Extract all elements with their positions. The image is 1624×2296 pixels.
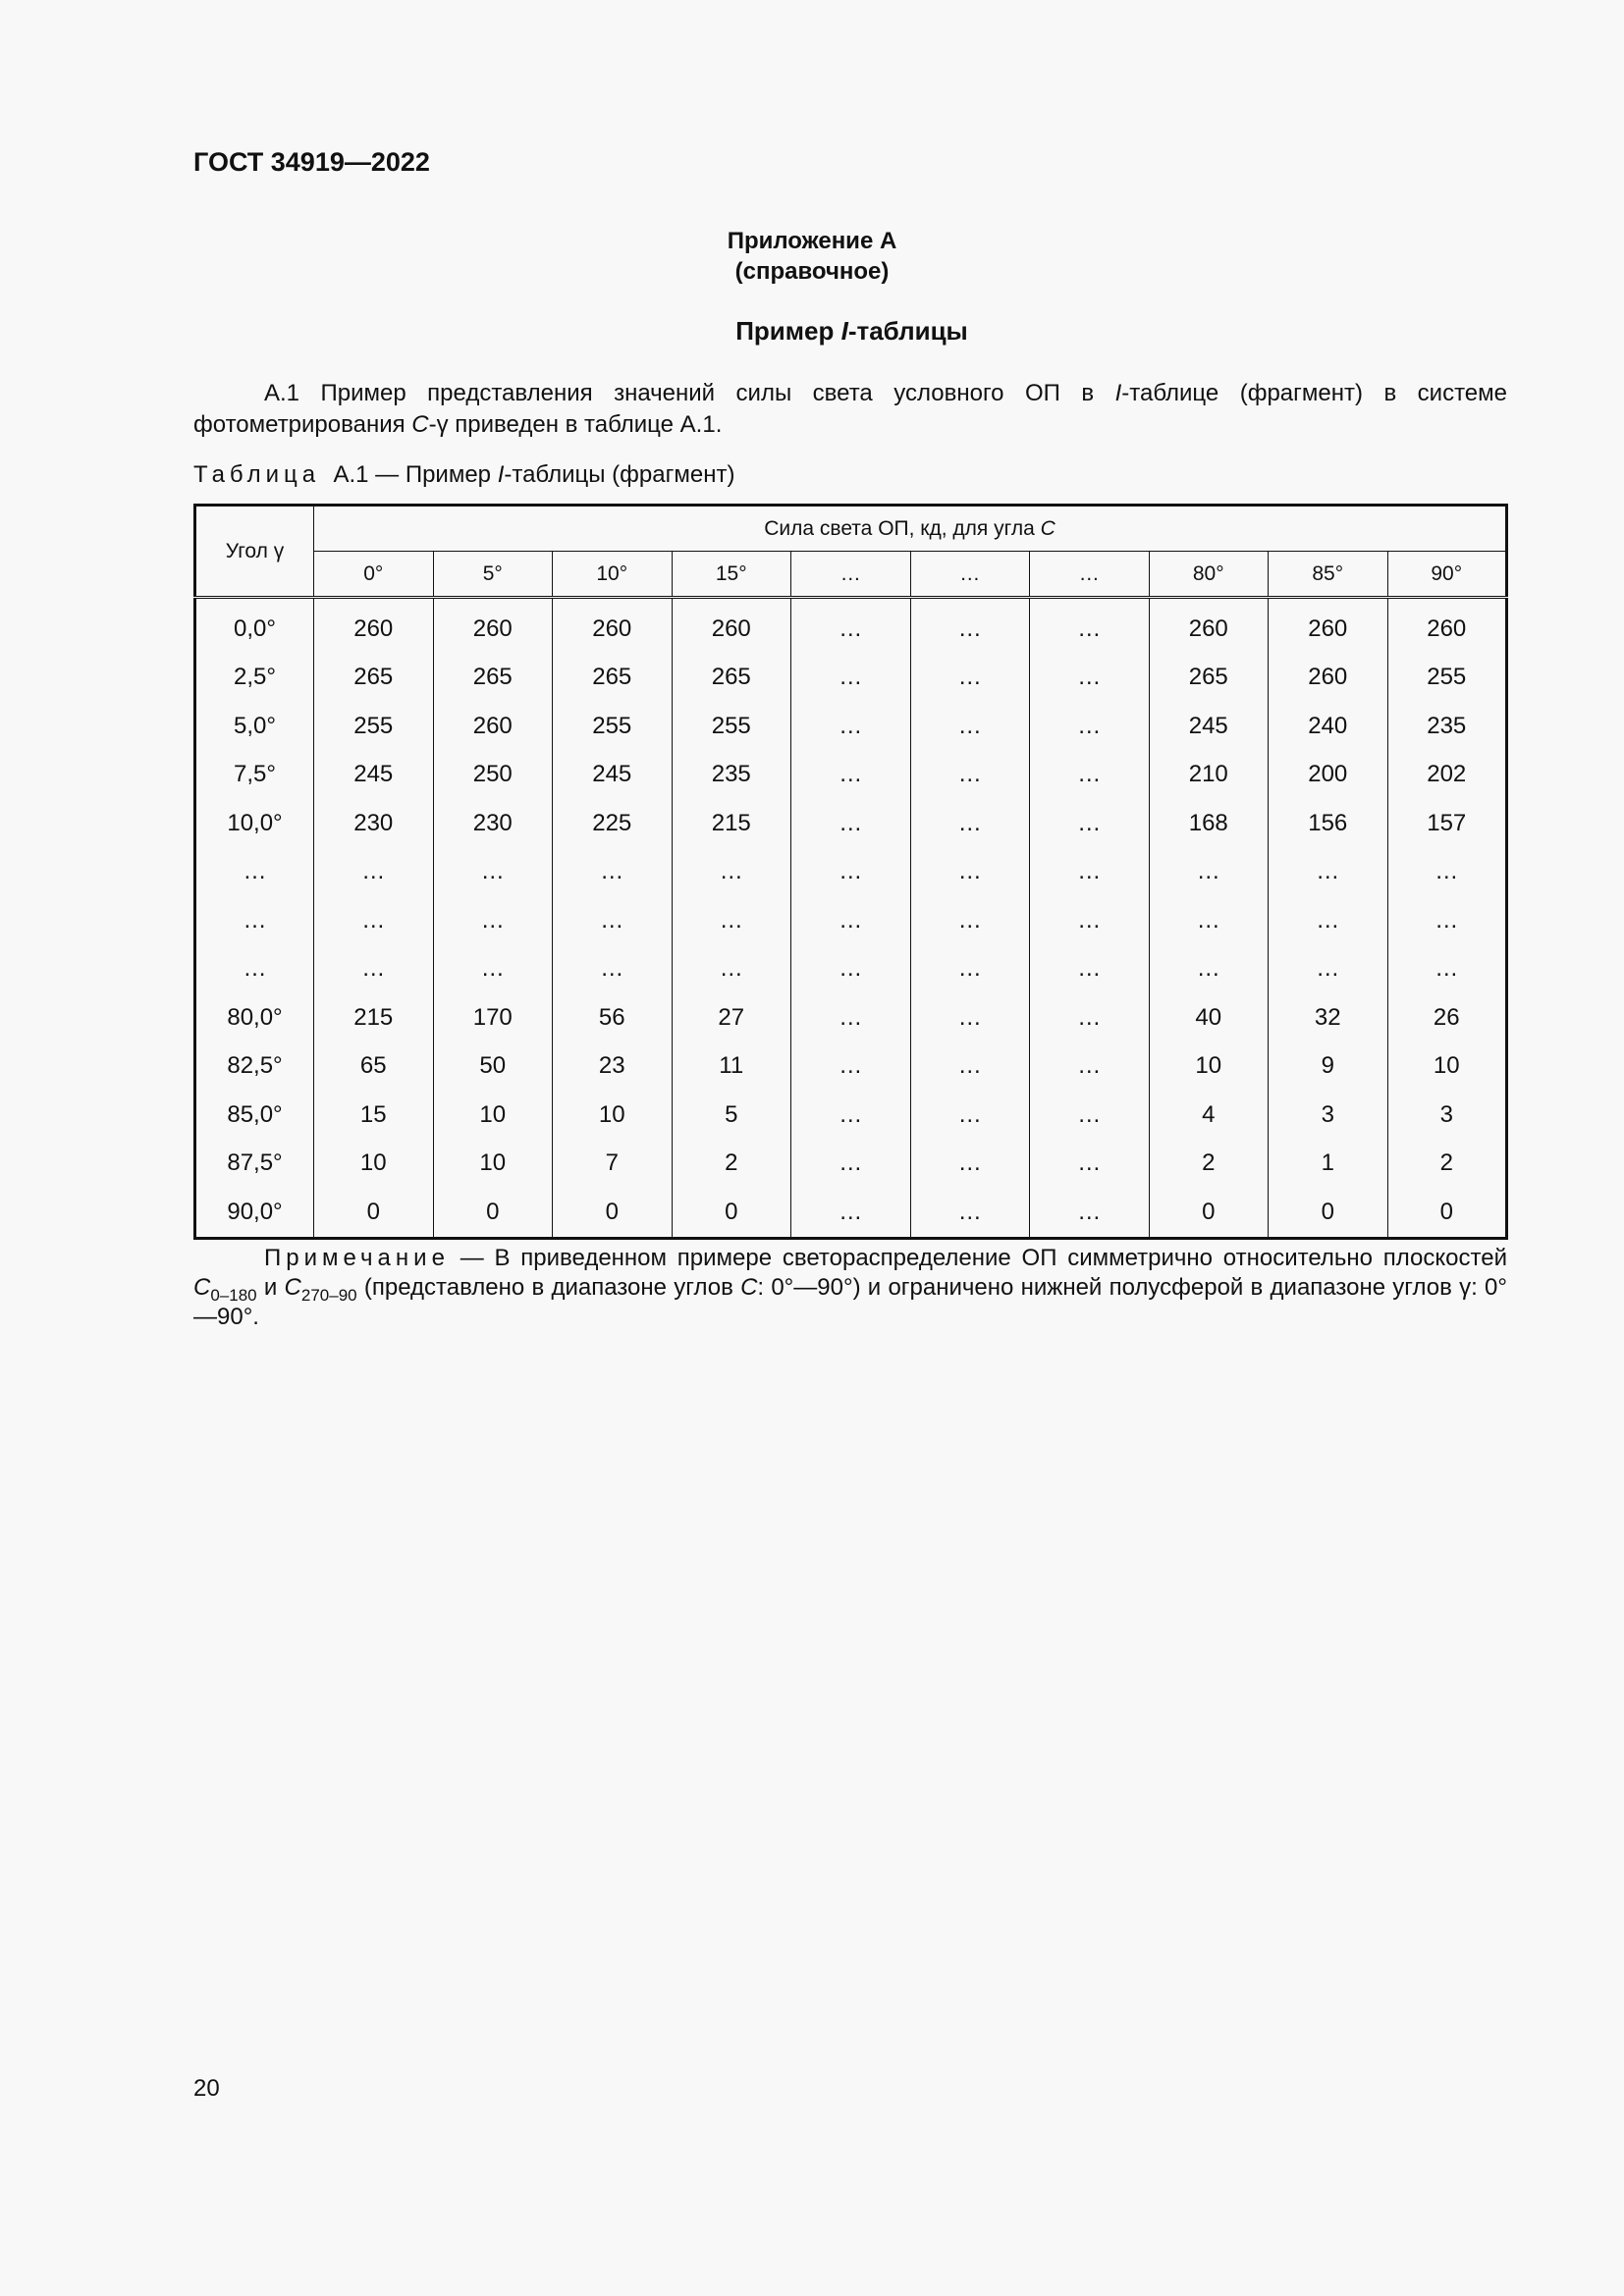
table-cell: 2 [672, 1140, 791, 1189]
table-cell: 0 [672, 1188, 791, 1238]
intro-paragraph [193, 378, 1507, 441]
table-cell: 215 [314, 993, 434, 1042]
angle-cell: … [195, 848, 314, 897]
table-cell: … [1269, 896, 1388, 945]
table-cell: … [1030, 896, 1150, 945]
table-row [195, 1042, 1507, 1092]
table-cell: … [791, 654, 911, 703]
paragraph-text: А.1 Пример представления значений силы света условного ОП в [264, 380, 1115, 406]
table-cell: 4 [1149, 1091, 1269, 1140]
table-cell: 2 [1149, 1140, 1269, 1189]
table-cell: … [791, 598, 911, 654]
table-cell: 9 [1269, 1042, 1388, 1092]
table-cell: 260 [1387, 598, 1507, 654]
column-header: 5° [433, 552, 553, 598]
table-cell: … [1030, 1140, 1150, 1189]
table-cell: … [433, 945, 553, 994]
table-cell: … [910, 1140, 1030, 1189]
table-cell: 200 [1269, 751, 1388, 800]
table-cell: 245 [553, 751, 673, 800]
note-c-symbol: С [193, 1274, 211, 1301]
table-cell: … [910, 1042, 1030, 1092]
column-header: 10° [553, 552, 673, 598]
note-text: и [256, 1274, 285, 1301]
table-cell: 1 [1269, 1140, 1388, 1189]
column-header: 15° [672, 552, 791, 598]
table-cell: … [1149, 848, 1269, 897]
table-cell: 0 [314, 1188, 434, 1238]
column-header: 80° [1149, 552, 1269, 598]
angle-cell: … [195, 945, 314, 994]
table-cell: … [1149, 945, 1269, 994]
table-cell: 15 [314, 1091, 434, 1140]
note-label: Примечание [264, 1245, 450, 1271]
table-cell: 260 [433, 702, 553, 751]
table-row [195, 1188, 1507, 1238]
section-title-italic: I [840, 316, 848, 346]
paragraph-italic: С [411, 411, 429, 438]
table-cell: 10 [314, 1140, 434, 1189]
intensity-table [193, 504, 1508, 1240]
table-cell: 10 [433, 1091, 553, 1140]
table-cell: 260 [672, 598, 791, 654]
table-cell: 255 [672, 702, 791, 751]
table-cell: 265 [553, 654, 673, 703]
note-text: (представлено в диапазоне углов [356, 1274, 741, 1301]
table-cell: 157 [1387, 799, 1507, 848]
table-row [195, 993, 1507, 1042]
table-cell: … [791, 896, 911, 945]
table-cell: 265 [314, 654, 434, 703]
table-row [195, 654, 1507, 703]
table-cell: … [910, 848, 1030, 897]
table-cell: 65 [314, 1042, 434, 1092]
page-number: 20 [193, 2075, 220, 2102]
table-cell: … [553, 848, 673, 897]
table-cell: 260 [553, 598, 673, 654]
table-cell: … [791, 1140, 911, 1189]
table-cell: … [672, 848, 791, 897]
table-cell: … [791, 1091, 911, 1140]
table-cell: 230 [433, 799, 553, 848]
note-c-symbol: С [284, 1274, 301, 1301]
group-header-text: Сила света ОП, кд, для угла [764, 516, 1041, 540]
table-row [195, 751, 1507, 800]
group-header-italic: С [1040, 516, 1056, 540]
angle-cell: 80,0° [195, 993, 314, 1042]
table-cell: … [910, 945, 1030, 994]
table-cell: … [910, 598, 1030, 654]
table-cell: 0 [1387, 1188, 1507, 1238]
table-cell: 210 [1149, 751, 1269, 800]
table-cell: 32 [1269, 993, 1388, 1042]
note-text: : 0°—90°) и ограничено нижней полусферой в диапазоне углов γ: 0°—90°. [193, 1274, 1508, 1330]
table-cell: 156 [1269, 799, 1388, 848]
table-row [195, 945, 1507, 994]
table-cell: … [1387, 896, 1507, 945]
note-c-symbol: С [740, 1274, 758, 1301]
table-cell: … [910, 1091, 1030, 1140]
table-row [195, 702, 1507, 751]
table-cell: … [1030, 993, 1150, 1042]
table-cell: … [1030, 1042, 1150, 1092]
angle-cell: 7,5° [195, 751, 314, 800]
table-cell: … [791, 848, 911, 897]
table-cell: 235 [672, 751, 791, 800]
table-caption [193, 461, 734, 489]
angle-cell: 82,5° [195, 1042, 314, 1092]
table-cell: 202 [1387, 751, 1507, 800]
table-cell: … [1030, 598, 1150, 654]
caption-prefix: А.1 — Пример [333, 461, 498, 488]
note-subscript: 0–180 [210, 1286, 257, 1305]
appendix-heading [0, 226, 1624, 287]
table-cell: … [672, 945, 791, 994]
table-cell: 265 [672, 654, 791, 703]
column-header: 90° [1387, 552, 1507, 598]
table-cell: 11 [672, 1042, 791, 1092]
table-cell: … [910, 799, 1030, 848]
table-cell: 7 [553, 1140, 673, 1189]
table-note [193, 1244, 1507, 1332]
group-column-header [314, 506, 1507, 552]
table-cell: 255 [1387, 654, 1507, 703]
table-cell: … [433, 896, 553, 945]
table-cell: … [314, 848, 434, 897]
table-cell: 265 [433, 654, 553, 703]
table-cell: … [791, 1188, 911, 1238]
table-cell: … [1149, 896, 1269, 945]
appendix-title: Приложение А [727, 228, 897, 254]
table-cell: 170 [433, 993, 553, 1042]
table-cell: 40 [1149, 993, 1269, 1042]
table-cell: … [910, 751, 1030, 800]
table-cell: … [791, 1042, 911, 1092]
table-cell: … [910, 993, 1030, 1042]
table-cell: 168 [1149, 799, 1269, 848]
table-cell: … [910, 896, 1030, 945]
table-cell: 26 [1387, 993, 1507, 1042]
angle-column-header: Угол γ [195, 506, 314, 598]
table-row [195, 1140, 1507, 1189]
column-header: … [791, 552, 911, 598]
angle-cell: … [195, 896, 314, 945]
table-cell: 10 [1149, 1042, 1269, 1092]
angle-cell: 0,0° [195, 598, 314, 654]
note-subscript: 270–90 [300, 1286, 357, 1305]
table-cell: … [1387, 945, 1507, 994]
table-cell: 3 [1387, 1091, 1507, 1140]
angle-cell: 87,5° [195, 1140, 314, 1189]
table-cell: 260 [433, 598, 553, 654]
table-cell: … [791, 945, 911, 994]
table-cell: 10 [553, 1091, 673, 1140]
table-cell: 260 [1269, 598, 1388, 654]
table-cell: … [1030, 654, 1150, 703]
column-header: 85° [1269, 552, 1388, 598]
table-cell: … [553, 896, 673, 945]
caption-italic: I [497, 461, 505, 488]
table-cell: 225 [553, 799, 673, 848]
table-cell: … [910, 1188, 1030, 1238]
table-cell: 235 [1387, 702, 1507, 751]
table-cell: … [672, 896, 791, 945]
table-cell: 245 [314, 751, 434, 800]
appendix-status: (справочное) [734, 258, 890, 285]
table-cell: 5 [672, 1091, 791, 1140]
table-cell: 230 [314, 799, 434, 848]
table-cell: … [1030, 751, 1150, 800]
table-row [195, 896, 1507, 945]
column-header: … [910, 552, 1030, 598]
table-cell: … [791, 799, 911, 848]
table-cell: 2 [1387, 1140, 1507, 1189]
table-cell: 260 [1149, 598, 1269, 654]
angle-cell: 5,0° [195, 702, 314, 751]
table-cell: 0 [1149, 1188, 1269, 1238]
section-title [0, 316, 1624, 347]
table-cell: 265 [1149, 654, 1269, 703]
paragraph-text: -таблице (фрагмент) в системе фотометрирования [193, 380, 1507, 438]
document-code: ГОСТ 34919—2022 [193, 147, 430, 177]
paragraph-text: -γ приведен в таблице А.1. [428, 411, 723, 438]
table-cell: … [433, 848, 553, 897]
table-cell: … [314, 896, 434, 945]
table-row [195, 848, 1507, 897]
table-cell: … [1387, 848, 1507, 897]
table-cell: 245 [1149, 702, 1269, 751]
table-cell: 260 [314, 598, 434, 654]
angle-cell: 85,0° [195, 1091, 314, 1140]
table-row [195, 1091, 1507, 1140]
table-cell: … [1269, 848, 1388, 897]
table-cell: 23 [553, 1042, 673, 1092]
table-cell: … [1030, 1188, 1150, 1238]
table-row [195, 598, 1507, 654]
angle-cell: 90,0° [195, 1188, 314, 1238]
column-header: … [1030, 552, 1150, 598]
table-cell: … [1030, 799, 1150, 848]
table-cell: 3 [1269, 1091, 1388, 1140]
table-cell: 255 [314, 702, 434, 751]
table-cell: … [553, 945, 673, 994]
table-cell: … [791, 751, 911, 800]
table-cell: … [1030, 1091, 1150, 1140]
table-cell: 250 [433, 751, 553, 800]
table-cell: 56 [553, 993, 673, 1042]
angle-cell: 2,5° [195, 654, 314, 703]
table-cell: 255 [553, 702, 673, 751]
caption-suffix: -таблицы (фрагмент) [504, 461, 735, 488]
column-header: 0° [314, 552, 434, 598]
table-cell: … [791, 993, 911, 1042]
table-cell: … [1030, 702, 1150, 751]
table-cell: … [1030, 945, 1150, 994]
table-cell: 50 [433, 1042, 553, 1092]
table-cell: 0 [1269, 1188, 1388, 1238]
table-cell: 0 [433, 1188, 553, 1238]
table-cell: 10 [1387, 1042, 1507, 1092]
table-cell: … [1269, 945, 1388, 994]
caption-word: Таблица [193, 461, 321, 488]
section-title-suffix: -таблицы [847, 316, 968, 346]
angle-cell: 10,0° [195, 799, 314, 848]
table-cell: … [314, 945, 434, 994]
table-cell: 240 [1269, 702, 1388, 751]
table-cell: … [1030, 848, 1150, 897]
table-cell: … [910, 702, 1030, 751]
table-cell: … [791, 702, 911, 751]
note-text: — В приведенном примере светораспределение ОП симметрично относительно плоскостей [449, 1245, 1507, 1271]
table-cell: … [910, 654, 1030, 703]
table-cell: 27 [672, 993, 791, 1042]
table-cell: 260 [1269, 654, 1388, 703]
table-cell: 215 [672, 799, 791, 848]
paragraph-italic: I [1114, 380, 1122, 406]
table-cell: 0 [553, 1188, 673, 1238]
table-row [195, 799, 1507, 848]
section-title-prefix: Пример [735, 316, 841, 346]
table-cell: 10 [433, 1140, 553, 1189]
